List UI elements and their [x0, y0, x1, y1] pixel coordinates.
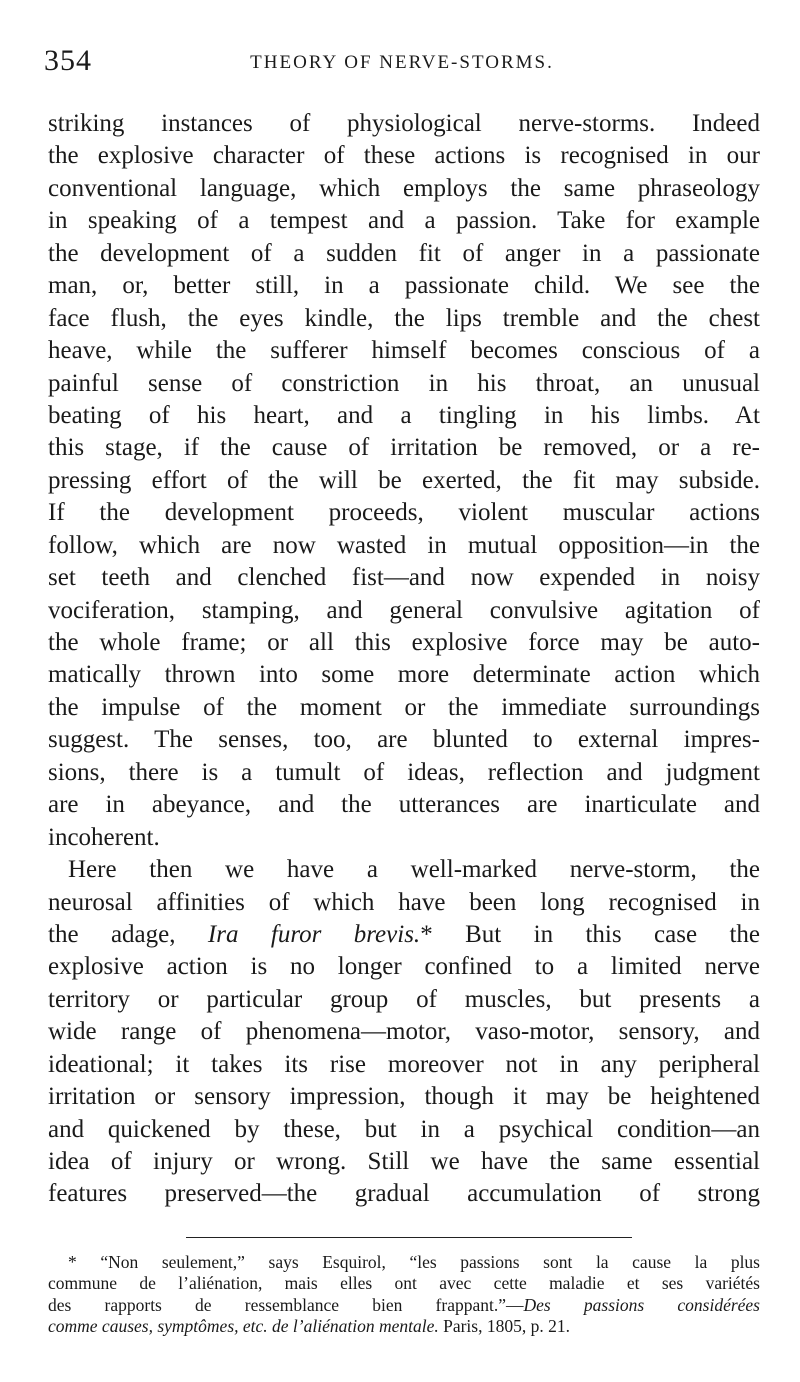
latin-quote: Ira furor brevis. [207, 920, 421, 948]
text-line: man, or, better still, in a passionate child. We see the [48, 272, 760, 300]
body-text [48, 108, 760, 1211]
text-line: wide range of phenomena—motor, vaso-motor, sensory, and [48, 1018, 760, 1046]
text-line: vociferation, stamping, and general convulsive agitation of [48, 596, 760, 624]
footnote-line: commune de l’aliénation, mais elles ont avec cette maladie et ses variétés [48, 1273, 760, 1294]
text-line: follow, which are now wasted in mutual opposition—in the [48, 531, 760, 559]
footnote-divider [186, 1237, 632, 1238]
text-line: If the development proceeds, violent muscular actions [48, 499, 760, 527]
text-line: face flush, the eyes kindle, the lips tremble and the chest [48, 304, 760, 332]
text-line: idea of injury or wrong. Still we have the same essential [48, 1148, 760, 1175]
text-line: painful sense of constriction in his throat, an unusual [48, 369, 760, 397]
text-line: heave, while the sufferer himself becomes conscious of a [48, 337, 760, 365]
page-header [44, 44, 760, 84]
text-line: irritation or sensory impression, though it may be heightened [48, 1083, 760, 1111]
text-line: neurosal affinities of which have been long recognised in [48, 888, 760, 916]
text-line: features preserved—the gradual accumulation of strong [48, 1180, 760, 1208]
text-line: set teeth and clenched fist—and now expended in noisy [48, 564, 760, 592]
text-line: are in abeyance, and the utterances are inarticulate and [48, 791, 760, 819]
text-line: striking instances of physiological nerve-storms. Indeed [48, 110, 760, 137]
text-line: the development of a sudden fit of anger in a passionate [48, 239, 760, 267]
text-line: explosive action is no longer confined to a limited nerve [48, 953, 760, 981]
text-line: suggest. The senses, too, are blunted to external impres- [48, 726, 760, 754]
footnote [48, 1252, 760, 1338]
text-line: beating of his heart, and a tingling in his limbs. At [48, 401, 760, 429]
text-line: sions, there is a tumult of ideas, reflection and judgment [48, 758, 760, 786]
text-line: conventional language, which employs the same phraseology [48, 174, 760, 202]
text-line: this stage, if the cause of irritation be removed, or a re- [48, 434, 760, 462]
text-line: territory or particular group of muscles, but presents a [48, 985, 760, 1013]
footnote-line [48, 1295, 760, 1316]
footnote-line [48, 1316, 760, 1337]
page-number: 354 [44, 44, 92, 77]
text-line: ideational; it takes its rise moreover not in any peripheral [48, 1050, 760, 1078]
footnote-citation-title: Des passions considérées [523, 1294, 760, 1315]
text-line-with-italic [48, 919, 760, 951]
text-line: in speaking of a tempest and a passion. Take for example [48, 207, 760, 235]
footnote-citation-place: Paris, 1805, p. 21. [438, 1316, 570, 1337]
text-line: the impulse of the moment or the immediate surroundings [48, 693, 760, 721]
text-segment: the adage, [48, 920, 208, 948]
text-line: matically thrown into some more determinate action which [48, 661, 760, 689]
footnote-citation-title: comme causes, symptômes, etc. de l’aliénation mentale. [48, 1316, 439, 1337]
text-line: the whole frame; or all this explosive force may be auto- [48, 629, 760, 656]
text-line: the explosive character of these actions is recognised in our [48, 142, 760, 170]
text-segment: * But in this case the [420, 920, 760, 948]
text-line: pressing effort of the will be exerted, the fit may subside. [48, 466, 760, 494]
paragraph-first-line: Here then we have a well-marked nerve-storm, the [68, 856, 760, 884]
footnote-text: des rapports de ressemblance bien frappant.”— [48, 1294, 524, 1315]
paragraph-last-line: incoherent. [48, 823, 160, 851]
text-line: and quickened by these, but in a psychical condition—an [48, 1115, 760, 1143]
running-head: THEORY OF NERVE-STORMS. [250, 52, 554, 73]
footnote-line: * “Non seulement,” says Esquirol, “les passions sont la cause la plus [68, 1252, 760, 1272]
